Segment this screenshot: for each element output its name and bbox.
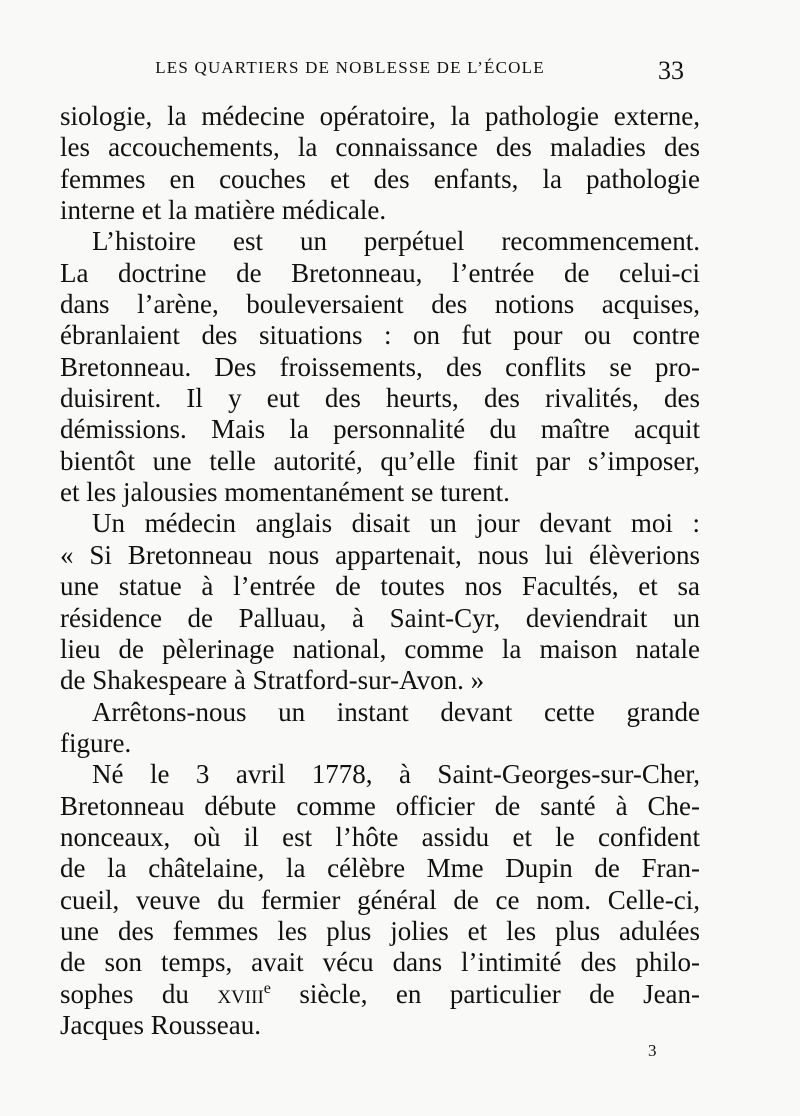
text-line: duisirent. Il y eut des heurts, des rivalités, des bbox=[60, 383, 700, 414]
text-line: et les jalousies momentanément se turent. bbox=[60, 477, 510, 508]
text-line: une statue à l’entrée de toutes nos Facultés, et sa bbox=[60, 571, 700, 602]
text-line bbox=[60, 979, 700, 1010]
text-line: La doctrine de Bretonneau, l’entrée de celui-ci bbox=[60, 257, 700, 288]
text-segment: sophes du bbox=[60, 978, 189, 1009]
text-line: cueil, veuve du fermier général de ce nom. Celle-ci, bbox=[60, 884, 700, 915]
text-line: résidence de Palluau, à Saint-Cyr, deviendrait un bbox=[60, 602, 700, 633]
running-head-title: LES QUARTIERS DE NOBLESSE DE L’ÉCOLE bbox=[155, 58, 545, 77]
text-line: siologie, la médecine opératoire, la pathologie externe, bbox=[60, 101, 700, 131]
page-number: 33 bbox=[658, 56, 684, 85]
text-line: Jacques Rousseau. bbox=[60, 1009, 261, 1040]
text-line: de Shakespeare à Stratford-sur-Avon. » bbox=[60, 665, 485, 696]
text-line: Bretonneau. Des froissements, des conflits se pro- bbox=[60, 351, 700, 382]
text-line: démissions. Mais la personnalité du maître acquit bbox=[60, 414, 700, 445]
text-line: Né le 3 avril 1778, à Saint-Georges-sur-Cher, bbox=[92, 759, 700, 790]
text-line: de son temps, avait vécu dans l’intimité des philo- bbox=[60, 947, 700, 978]
body-text bbox=[60, 101, 700, 1041]
text-line: de la châtelaine, la célèbre Mme Dupin de Fran- bbox=[60, 853, 700, 884]
text-line: les accouchements, la connaissance des maladies des bbox=[60, 132, 700, 163]
text-line: une des femmes les plus jolies et les plus adulées bbox=[60, 915, 700, 946]
text-line: interne et la matière médicale. bbox=[60, 195, 387, 226]
text-line: ébranlaient des situations : on fut pour ou contre bbox=[60, 320, 700, 351]
text-line: dans l’arène, bouleversaient des notions acquises, bbox=[60, 289, 700, 320]
text-line: bientôt une telle autorité, qu’elle finit par s’imposer, bbox=[60, 445, 700, 476]
signature-mark: 3 bbox=[648, 1041, 657, 1060]
text-line: femmes en couches et des enfants, la pathologie bbox=[60, 163, 700, 194]
text-line: lieu de pèlerinage national, comme la maison natale bbox=[60, 633, 700, 664]
century-numeral: xviii bbox=[217, 978, 264, 1009]
text-line: L’histoire est un perpétuel recommencement. bbox=[92, 226, 700, 257]
text-line: Bretonneau débute comme officier de santé à Che- bbox=[60, 790, 700, 821]
text-line: Arrêtons-nous un instant devant cette grande bbox=[92, 696, 700, 727]
text-line: Un médecin anglais disait un jour devant moi : bbox=[92, 508, 700, 539]
text-line: figure. bbox=[60, 727, 132, 758]
text-line: « Si Bretonneau nous appartenait, nous lui élèverions bbox=[60, 539, 700, 570]
text-line: nonceaux, où il est l’hôte assidu et le confident bbox=[60, 821, 700, 852]
superscript: e bbox=[263, 979, 271, 997]
text-segment: siècle, en particulier de Jean- bbox=[299, 978, 701, 1009]
